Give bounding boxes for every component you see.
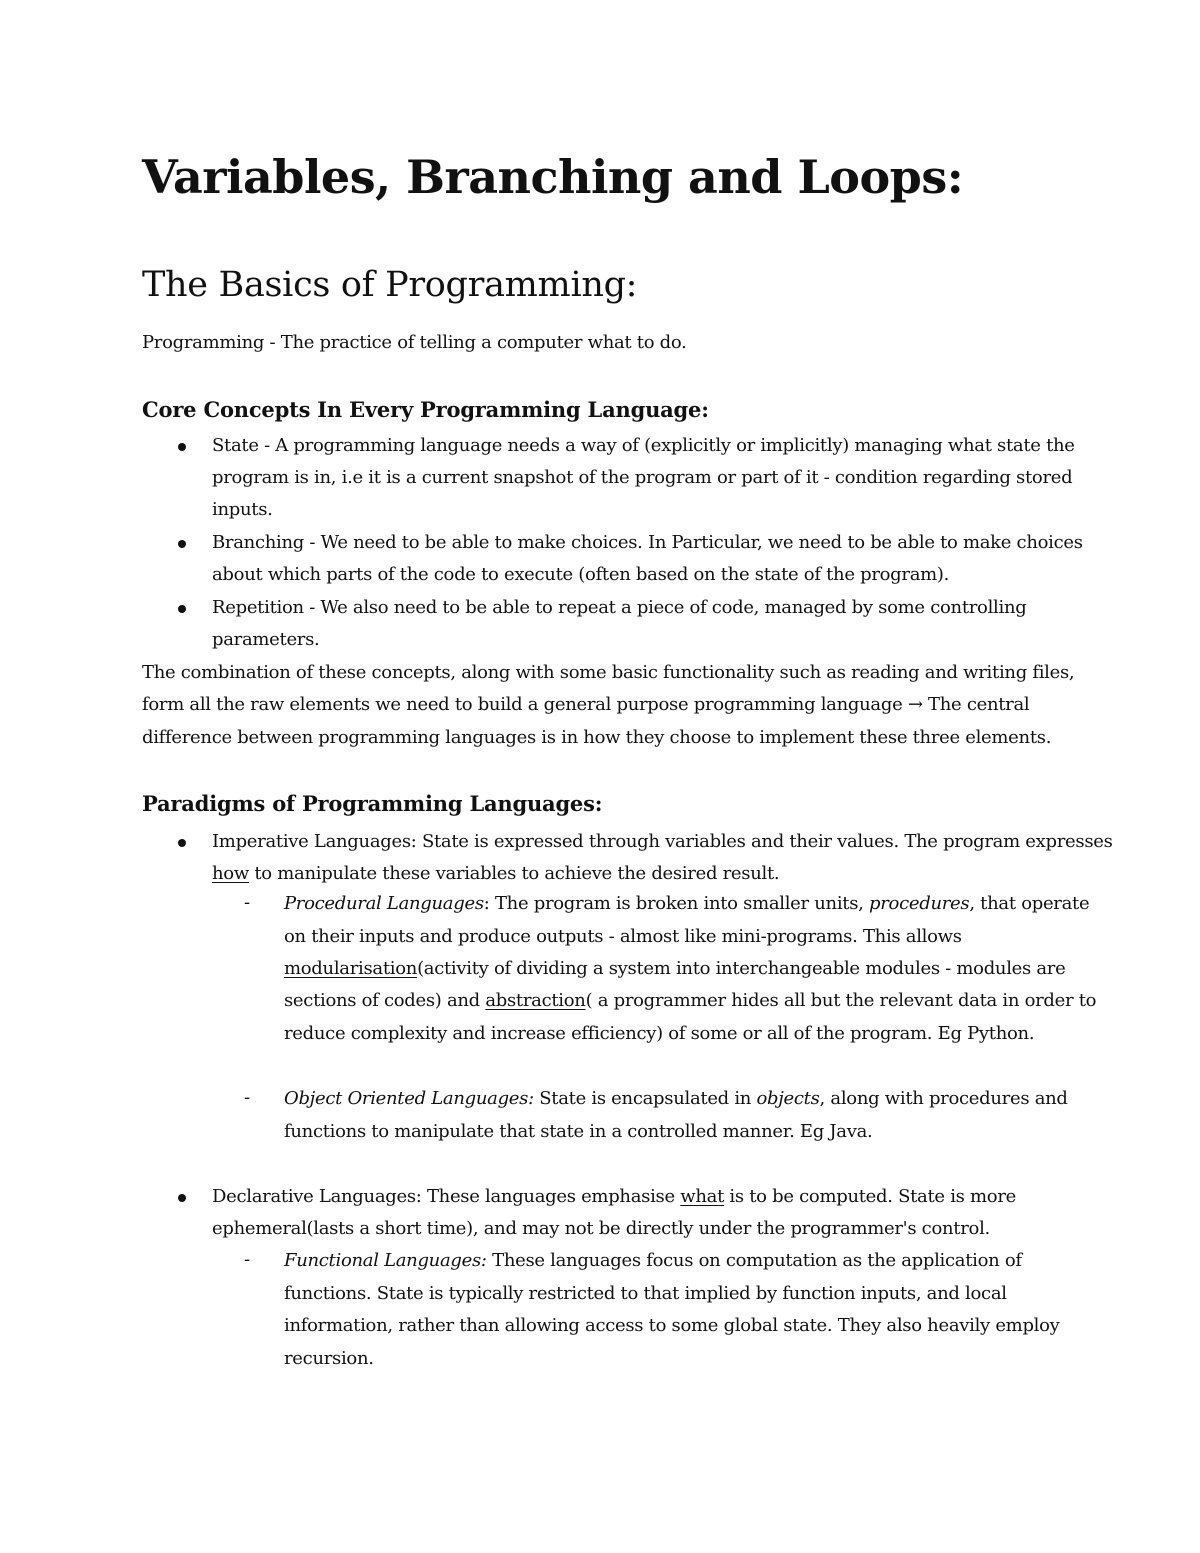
emphasis-how: how: [212, 863, 249, 884]
page-title: Variables, Branching and Loops:: [142, 150, 964, 204]
functional-line: recursion.: [284, 1348, 374, 1369]
procedural-line: sections of codes) and abstraction( a programmer hides all but the relevant data in order to: [284, 990, 1097, 1011]
summary-line: difference between programming languages is in how they choose to implement these three elements.: [142, 727, 1052, 748]
definition-text: Programming - The practice of telling a computer what to do.: [142, 332, 687, 353]
core-concepts-heading: Core Concepts In Every Programming Language:: [142, 397, 709, 422]
procedural-line: Procedural Languages: The program is broken into smaller units, procedures, that operate: [284, 893, 1090, 914]
declarative-line: ephemeral(lasts a short time), and may not be directly under the programmer's control.: [212, 1218, 990, 1239]
declarative-line: Declarative Languages: These languages emphasise what is to be computed. State is more: [212, 1186, 1016, 1207]
procedural-line: modularisation(activity of dividing a system into interchangeable modules - modules are: [284, 958, 1066, 979]
dash-marker-icon: -: [244, 1249, 251, 1270]
functional-line: information, rather than allowing access to some global state. They also heavily employ: [284, 1315, 1060, 1336]
section-heading: The Basics of Programming:: [142, 265, 638, 305]
procedural-line: on their inputs and produce outputs - almost like mini-programs. This allows: [284, 926, 962, 947]
state-item-line: program is in, i.e it is a current snapshot of the program or part of it - condition regarding stored: [212, 467, 1073, 488]
object-oriented-line: functions to manipulate that state in a controlled manner. Eg Java.: [284, 1121, 873, 1142]
bullet-dot-icon: [178, 839, 186, 847]
imperative-line: Imperative Languages: State is expressed through variables and their values. The program expresses: [212, 831, 1113, 852]
functional-line: Functional Languages: These languages focus on computation as the application of: [284, 1250, 1022, 1271]
state-item-line: State - A programming language needs a way of (explicitly or implicitly) managing what state the: [212, 435, 1075, 456]
dash-marker-icon: -: [244, 892, 251, 913]
branching-item-line: about which parts of the code to execute (often based on the state of the program).: [212, 564, 950, 585]
functional-line: functions. State is typically restricted to that implied by function inputs, and local: [284, 1283, 1007, 1304]
summary-line: The combination of these concepts, along with some basic functionality such as reading and writing files,: [142, 662, 1075, 683]
repetition-item-line: Repetition - We also need to be able to repeat a piece of code, managed by some controlling: [212, 597, 1027, 618]
bullet-dot-icon: [178, 1194, 186, 1202]
bullet-dot-icon: [178, 605, 186, 613]
emphasis-what: what: [680, 1186, 725, 1207]
repetition-item-line: parameters.: [212, 629, 320, 650]
paradigms-heading: Paradigms of Programming Languages:: [142, 791, 603, 816]
state-item-line: inputs.: [212, 499, 273, 520]
bullet-dot-icon: [178, 443, 186, 451]
summary-line: form all the raw elements we need to build a general purpose programming language → The central: [142, 694, 1030, 715]
bullet-dot-icon: [178, 540, 186, 548]
branching-item-line: Branching - We need to be able to make choices. In Particular, we need to be able to make choices: [212, 532, 1083, 553]
imperative-line: how to manipulate these variables to achieve the desired result.: [212, 863, 780, 884]
object-oriented-line: Object Oriented Languages: State is encapsulated in objects, along with procedures and: [284, 1088, 1068, 1109]
procedural-line: reduce complexity and increase efficiency) of some or all of the program. Eg Python.: [284, 1023, 1035, 1044]
dash-marker-icon: -: [244, 1087, 251, 1108]
